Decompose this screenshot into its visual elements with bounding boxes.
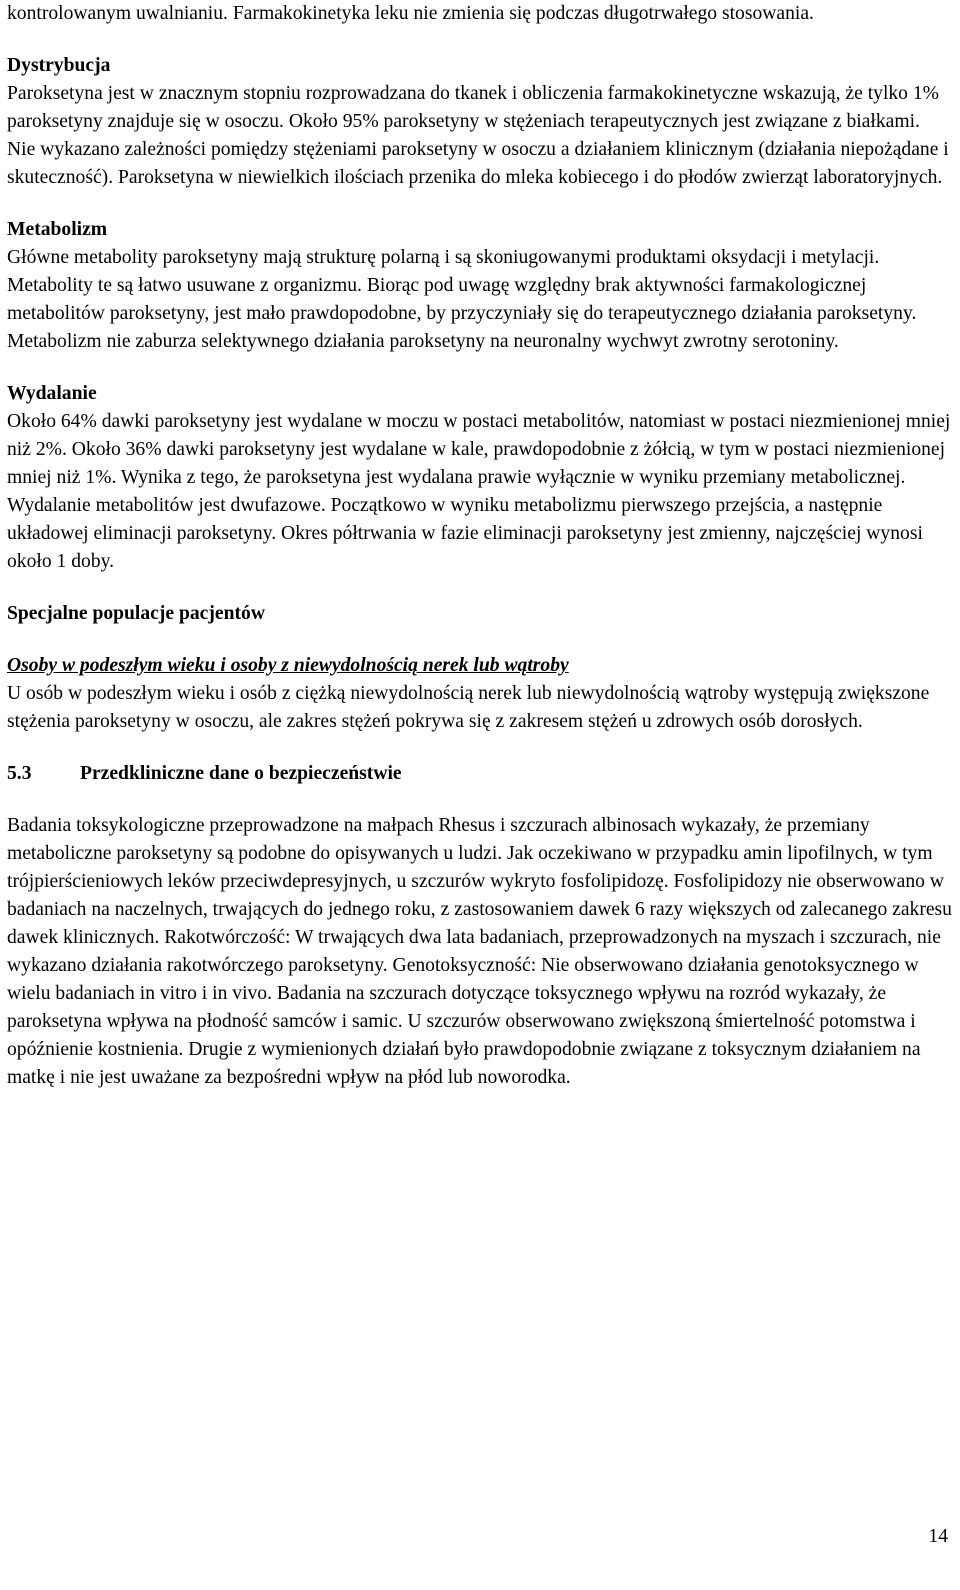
spacer <box>7 788 953 812</box>
specjalne-paragraph: U osób w podeszłym wieku i osób z ciężką niewydolnością nerek lub niewydolnością wątroby występują zwiększone stężenia paroksetyny w osoczu, ale zakres stężeń pokrywa się z zakresem stężeń u zdrowych osób dorosłych. <box>7 683 930 732</box>
spacer <box>7 576 953 600</box>
section-5-3-paragraph: Badania toksykologiczne przeprowadzone na małpach Rhesus i szczurach albinosach wykazały, że przemiany metaboliczne paroksetyny są podobne do opisywanych u ludzi. Jak oczekiwano w przypadku amin lipofilnych, w tym trójpierścieniowych leków przeciwdepresyjnych, u szczurów wykryto fosfolipidozę. Fosfolipidozy nie obserwowano w badaniach na naczelnych, trwających do jednego roku, z zastosowaniem dawek 6 razy większych od zalecanego zakresu dawek klinicznych. Rakotwórczość: W trwających dwa lata badaniach, przeprowadzonych na myszach i szczurach, nie wykazano działania rakotwórczego paroksetyny. Genotoksyczność: Nie obserwowano działania genotoksycznego w wielu badaniach in vitro i in vivo. Badania na szczurach dotyczące toksycznego wpływu na rozród wykazały, że paroksetyna wpływa na płodność samców i samic. U szczurów obserwowano zwiększoną śmiertelność potomstwa i opóźnienie kostnienia. Drugie z wymienionych działań było prawdopodobnie związane z toksycznym działaniem na matkę i nie jest uważane za bezpośredni wpływ na płód lub noworodka. <box>7 815 952 1088</box>
metabolizm-heading: Metabolizm <box>7 219 108 240</box>
document-page <box>7 0 953 1092</box>
dystrybucja-paragraph: Paroksetyna jest w znacznym stopniu rozprowadzana do tkanek i obliczenia farmakokinetyczne wskazują, że tylko 1% paroksetyny znajduje się w osoczu. Około 95% paroksetyny w stężeniach terapeutycznych jest związane z białkami. Nie wykazano zależności pomiędzy stężeniami paroksetyny w osoczu a działaniem klinicznym (działania niepożądane i skuteczność). Paroksetyna w niewielkich ilościach przenika do mleka kobiecego i do płodów zwierząt laboratoryjnych. <box>7 83 949 188</box>
metabolizm-paragraph-1: Główne metabolity paroksetyny mają strukturę polarną i są skoniugowanymi produktami oksydacji i metylacji. Metabolity te są łatwo usuwane z organizmu. Biorąc pod uwagę względny brak aktywności farmakologicznej metabolitów paroksetyny, jest mało prawdopodobne, by przyczyniały się do terapeutycznego działania paroksetyny. <box>7 247 917 324</box>
wydalanie-paragraph: Około 64% dawki paroksetyny jest wydalane w moczu w postaci metabolitów, natomiast w postaci niezmienionej mniej niż 2%. Około 36% dawki paroksetyny jest wydalane w kale, prawdopodobnie z żółcią, w tym w postaci niezmienionej mniej niż 1%. Wynika z tego, że paroksetyna jest wydalana prawie wyłącznie w wyniku przemiany metabolicznej. Wydalanie metabolitów jest dwufazowe. Początkowo w wyniku metabolizmu pierwszego przejścia, a następnie układowej eliminacji paroksetyny. Okres półtrwania w fazie eliminacji paroksetyny jest zmienny, najczęściej wynosi około 1 doby. <box>7 411 951 572</box>
wydalanie-heading: Wydalanie <box>7 383 97 404</box>
spacer <box>7 356 953 380</box>
intro-paragraph: kontrolowanym uwalnianiu. Farmakokinetyka leku nie zmienia się podczas długotrwałego stosowania. <box>7 3 814 24</box>
dystrybucja-heading: Dystrybucja <box>7 55 111 76</box>
spacer <box>7 28 953 52</box>
section-number: 5.3 <box>7 763 32 784</box>
spacer <box>7 192 953 216</box>
specjalne-subheading: Osoby w podeszłym wieku i osoby z niewydolnością nerek lub wątroby <box>7 655 569 676</box>
page-number: 14 <box>928 1526 948 1547</box>
spacer <box>7 628 953 652</box>
metabolizm-paragraph-2: Metabolizm nie zaburza selektywnego działania paroksetyny na neuronalny wychwyt zwrotny serotoniny. <box>7 331 839 352</box>
section-5-3-heading <box>7 760 953 788</box>
specjalne-heading: Specjalne populacje pacjentów <box>7 603 265 624</box>
spacer <box>7 736 953 760</box>
section-title: Przedkliniczne dane o bezpieczeństwie <box>80 763 402 784</box>
